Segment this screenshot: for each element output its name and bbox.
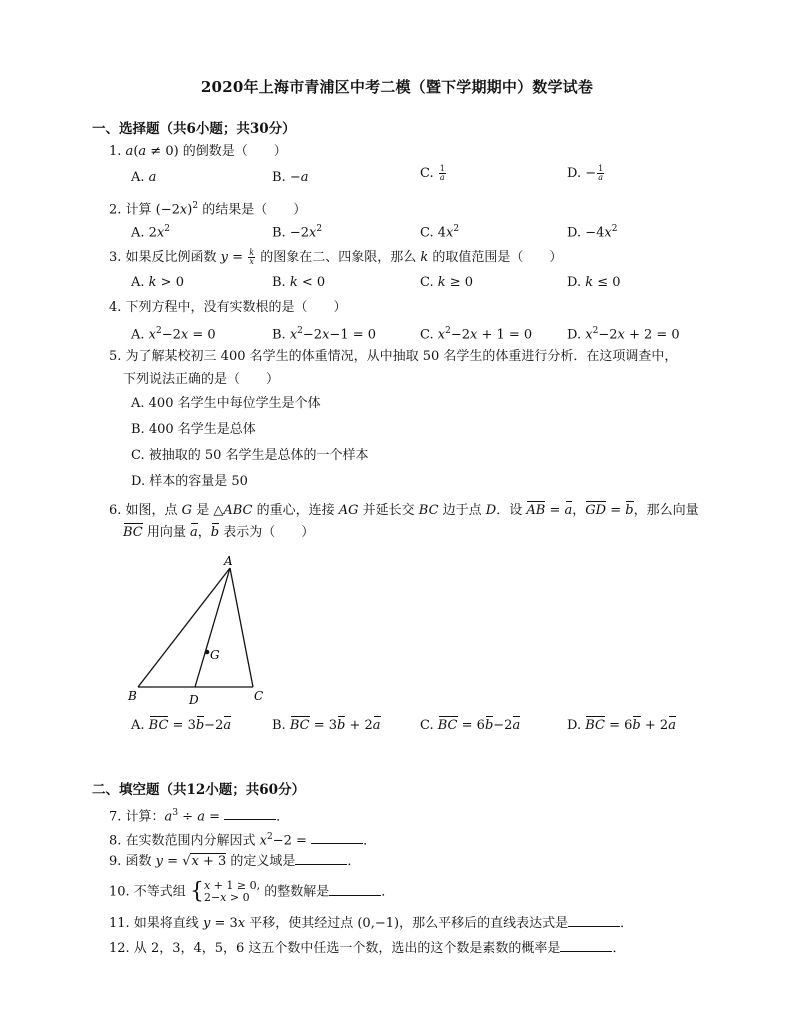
question-1-option-c: C. $\frac{1}{a}$ xyxy=(420,164,445,182)
page-title: 2020年上海市青浦区中考二模（暨下学期期中）数学试卷 xyxy=(200,78,594,96)
question-5-stem-line1: 5. 为了解某校初三 400 名学生的体重情况，从中抽取 50 名学生的体重进行分析．在这项调查中， xyxy=(109,349,678,364)
question-5-option-b: B. 400 名学生是总体 xyxy=(131,422,256,437)
question-3-option-d: D. k ≤ 0 xyxy=(567,275,621,290)
question-8: 8. 在实数范围内分解因式 $x^2-2$ = ． xyxy=(109,832,377,849)
label-c: C xyxy=(254,689,264,703)
question-5-option-c: C. 被抽取的 50 名学生是总体的一个样本 xyxy=(131,448,369,463)
question-7: 7. 计算：$a^3 \div a$ = ． xyxy=(109,808,290,825)
section-title-choice: 一、选择题（共6小题；共30分） xyxy=(92,121,296,137)
question-1-option-a: A. a xyxy=(131,170,157,185)
triangle-lines xyxy=(138,568,253,687)
question-1-option-b: B. −a xyxy=(272,170,309,185)
section-title-fill: 二、填空题（共12小题；共60分） xyxy=(92,782,306,798)
question-6-stem-line1: 6. 如图，点 G 是 △ABC 的重心，连接 AG 并延长交 BC 边于点 D．设 AB = a，GD = b，那么向量 xyxy=(109,503,699,518)
label-b: B xyxy=(128,689,137,703)
label-d: D xyxy=(189,693,199,707)
question-4-option-b: B. $x^2-2x-1 = 0$ xyxy=(272,326,377,343)
question-5-option-a: A. 400 名学生中每位学生是个体 xyxy=(131,396,321,411)
question-12: 12. 从 2，3，4，5，6 这五个数中任选一个数，选出的这个数是素数的概率是 ． xyxy=(109,941,626,956)
question-2-option-b: B. $-2x^2$ xyxy=(272,224,323,241)
label-g: G xyxy=(210,648,220,662)
centroid-point xyxy=(205,650,210,655)
question-2-stem: 2. 计算 $(-2x)^2$ 的结果是（ ） xyxy=(109,201,307,218)
question-1-stem: 1. a(a ≠ 0) 的倒数是（ ） xyxy=(109,144,287,159)
label-a: A xyxy=(224,554,233,568)
question-5-stem-line2: 下列说法正确的是（ ） xyxy=(123,372,280,387)
question-4-option-a: A. $x^2-2x = 0$ xyxy=(131,326,216,343)
question-6-option-c: C. BC = 6b−2a xyxy=(420,718,521,733)
question-6-option-b: B. BC = 3b + 2a xyxy=(272,718,381,733)
question-4-option-c: C. $x^2-2x + 1 = 0$ xyxy=(420,326,533,343)
question-6-stem-line2: BC 用向量 a，b 表示为（ ） xyxy=(123,525,315,540)
question-9: 9. 函数 y = √x + 3 的定义域是 ． xyxy=(109,854,361,869)
question-11: 11. 如果将直线 y = 3x 平移，使其经过点 (0,−1)，那么平移后的直线表达式是 ． xyxy=(109,916,634,931)
question-6-option-d: D. BC = 6b + 2a xyxy=(567,718,676,733)
question-2-option-a: A. $2x^2$ xyxy=(131,224,171,241)
question-4-stem: 4. 下列方程中，没有实数根的是（ ） xyxy=(109,300,347,315)
question-6-option-a: A. BC = 3b−2a xyxy=(131,718,232,733)
question-4-option-d: D. $x^2-2x + 2 = 0$ xyxy=(567,326,680,343)
question-5-option-d: D. 样本的容量是 50 xyxy=(131,474,248,489)
question-2-option-c: C. $4x^2$ xyxy=(420,224,460,241)
question-2-option-d: D. $-4x^2$ xyxy=(567,224,618,241)
triangle-figure xyxy=(120,552,280,712)
question-10: 10. 不等式组 {x + 1 ≥ 0, 2−x > 0 的整数解是 ． xyxy=(109,879,395,904)
question-3-option-c: C. k ≥ 0 xyxy=(420,275,474,290)
question-3-option-b: B. k < 0 xyxy=(272,275,326,290)
question-3-option-a: A. k > 0 xyxy=(131,275,184,290)
question-3-stem: 3. 如果反比例函数 y = $\frac{k}{x}$ 的图象在二、四象限，那么 k 的取值范围是（ ） xyxy=(109,248,563,266)
question-1-option-d: D. − $\frac{1}{a}$ xyxy=(567,164,604,182)
